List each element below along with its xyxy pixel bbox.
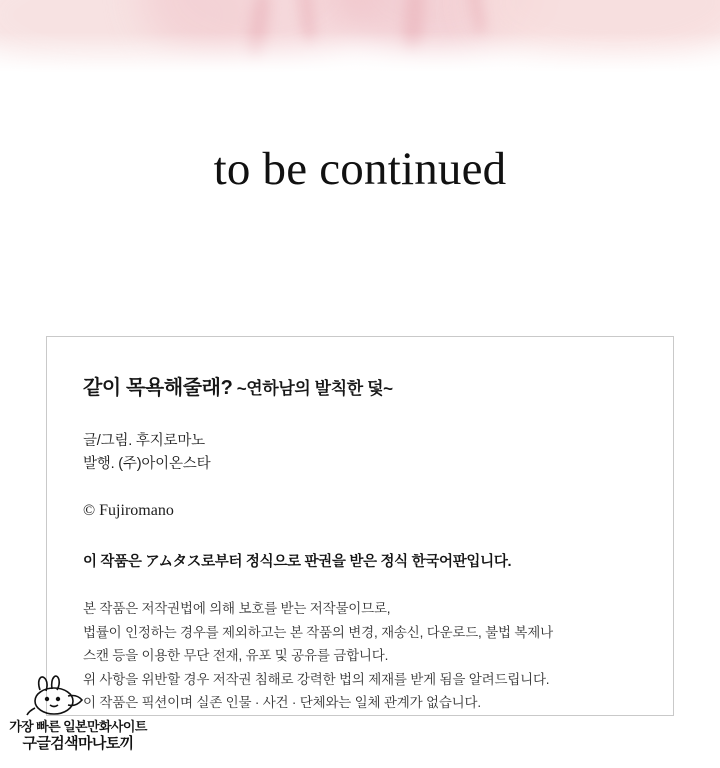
legal-line: 본 작품은 저작권법에 의해 보호를 받는 저작물이므로, [83,601,391,616]
legal-line: 법률이 인정하는 경우를 제외하고는 본 작품의 변경, 재송신, 다운로드, 불법 복제나 [83,624,553,640]
work-title-main: 같이 목욕해줄래? [83,377,233,399]
work-title-sub: ~연하남의 발칙한 덫~ [232,379,393,398]
license-statement: 이 작품은 アムタス로부터 정식으로 판권을 받은 정식 한국어판입니다. [83,554,512,570]
bunny-logo-icon [24,670,88,716]
credits-box [46,336,674,716]
legal-line: 위 사항을 위반할 경우 저작권 침해로 강력한 법의 제재를 받게 됨을 알려드립니다. [83,671,550,687]
art-fade [0,32,720,78]
staff-credit-line: 발행. (주)아이온스타 [83,456,211,472]
legal-line: 이 작품은 픽션이며 실존 인물 · 사건 · 단체와는 일체 관계가 없습니다. [83,695,481,710]
watermark-text [8,718,148,752]
decorative-artwork-strip [0,0,720,78]
watermark-line-2: 구글검색마나토끼 [22,735,134,752]
watermark-line-1: 가장 빠른 일본만화사이트 [9,719,147,734]
staff-credits [83,430,637,476]
legal-line: 스캔 등을 이용한 무단 전재, 유포 및 공유를 금합니다. [83,648,389,663]
to-be-continued-text: to be continued [213,143,507,195]
work-title [83,371,637,400]
site-watermark [8,670,148,762]
legal-notice [83,597,637,715]
staff-credit-line: 글/그림. 후지로마노 [83,433,205,449]
copyright-line: © Fujiromano [83,502,174,519]
